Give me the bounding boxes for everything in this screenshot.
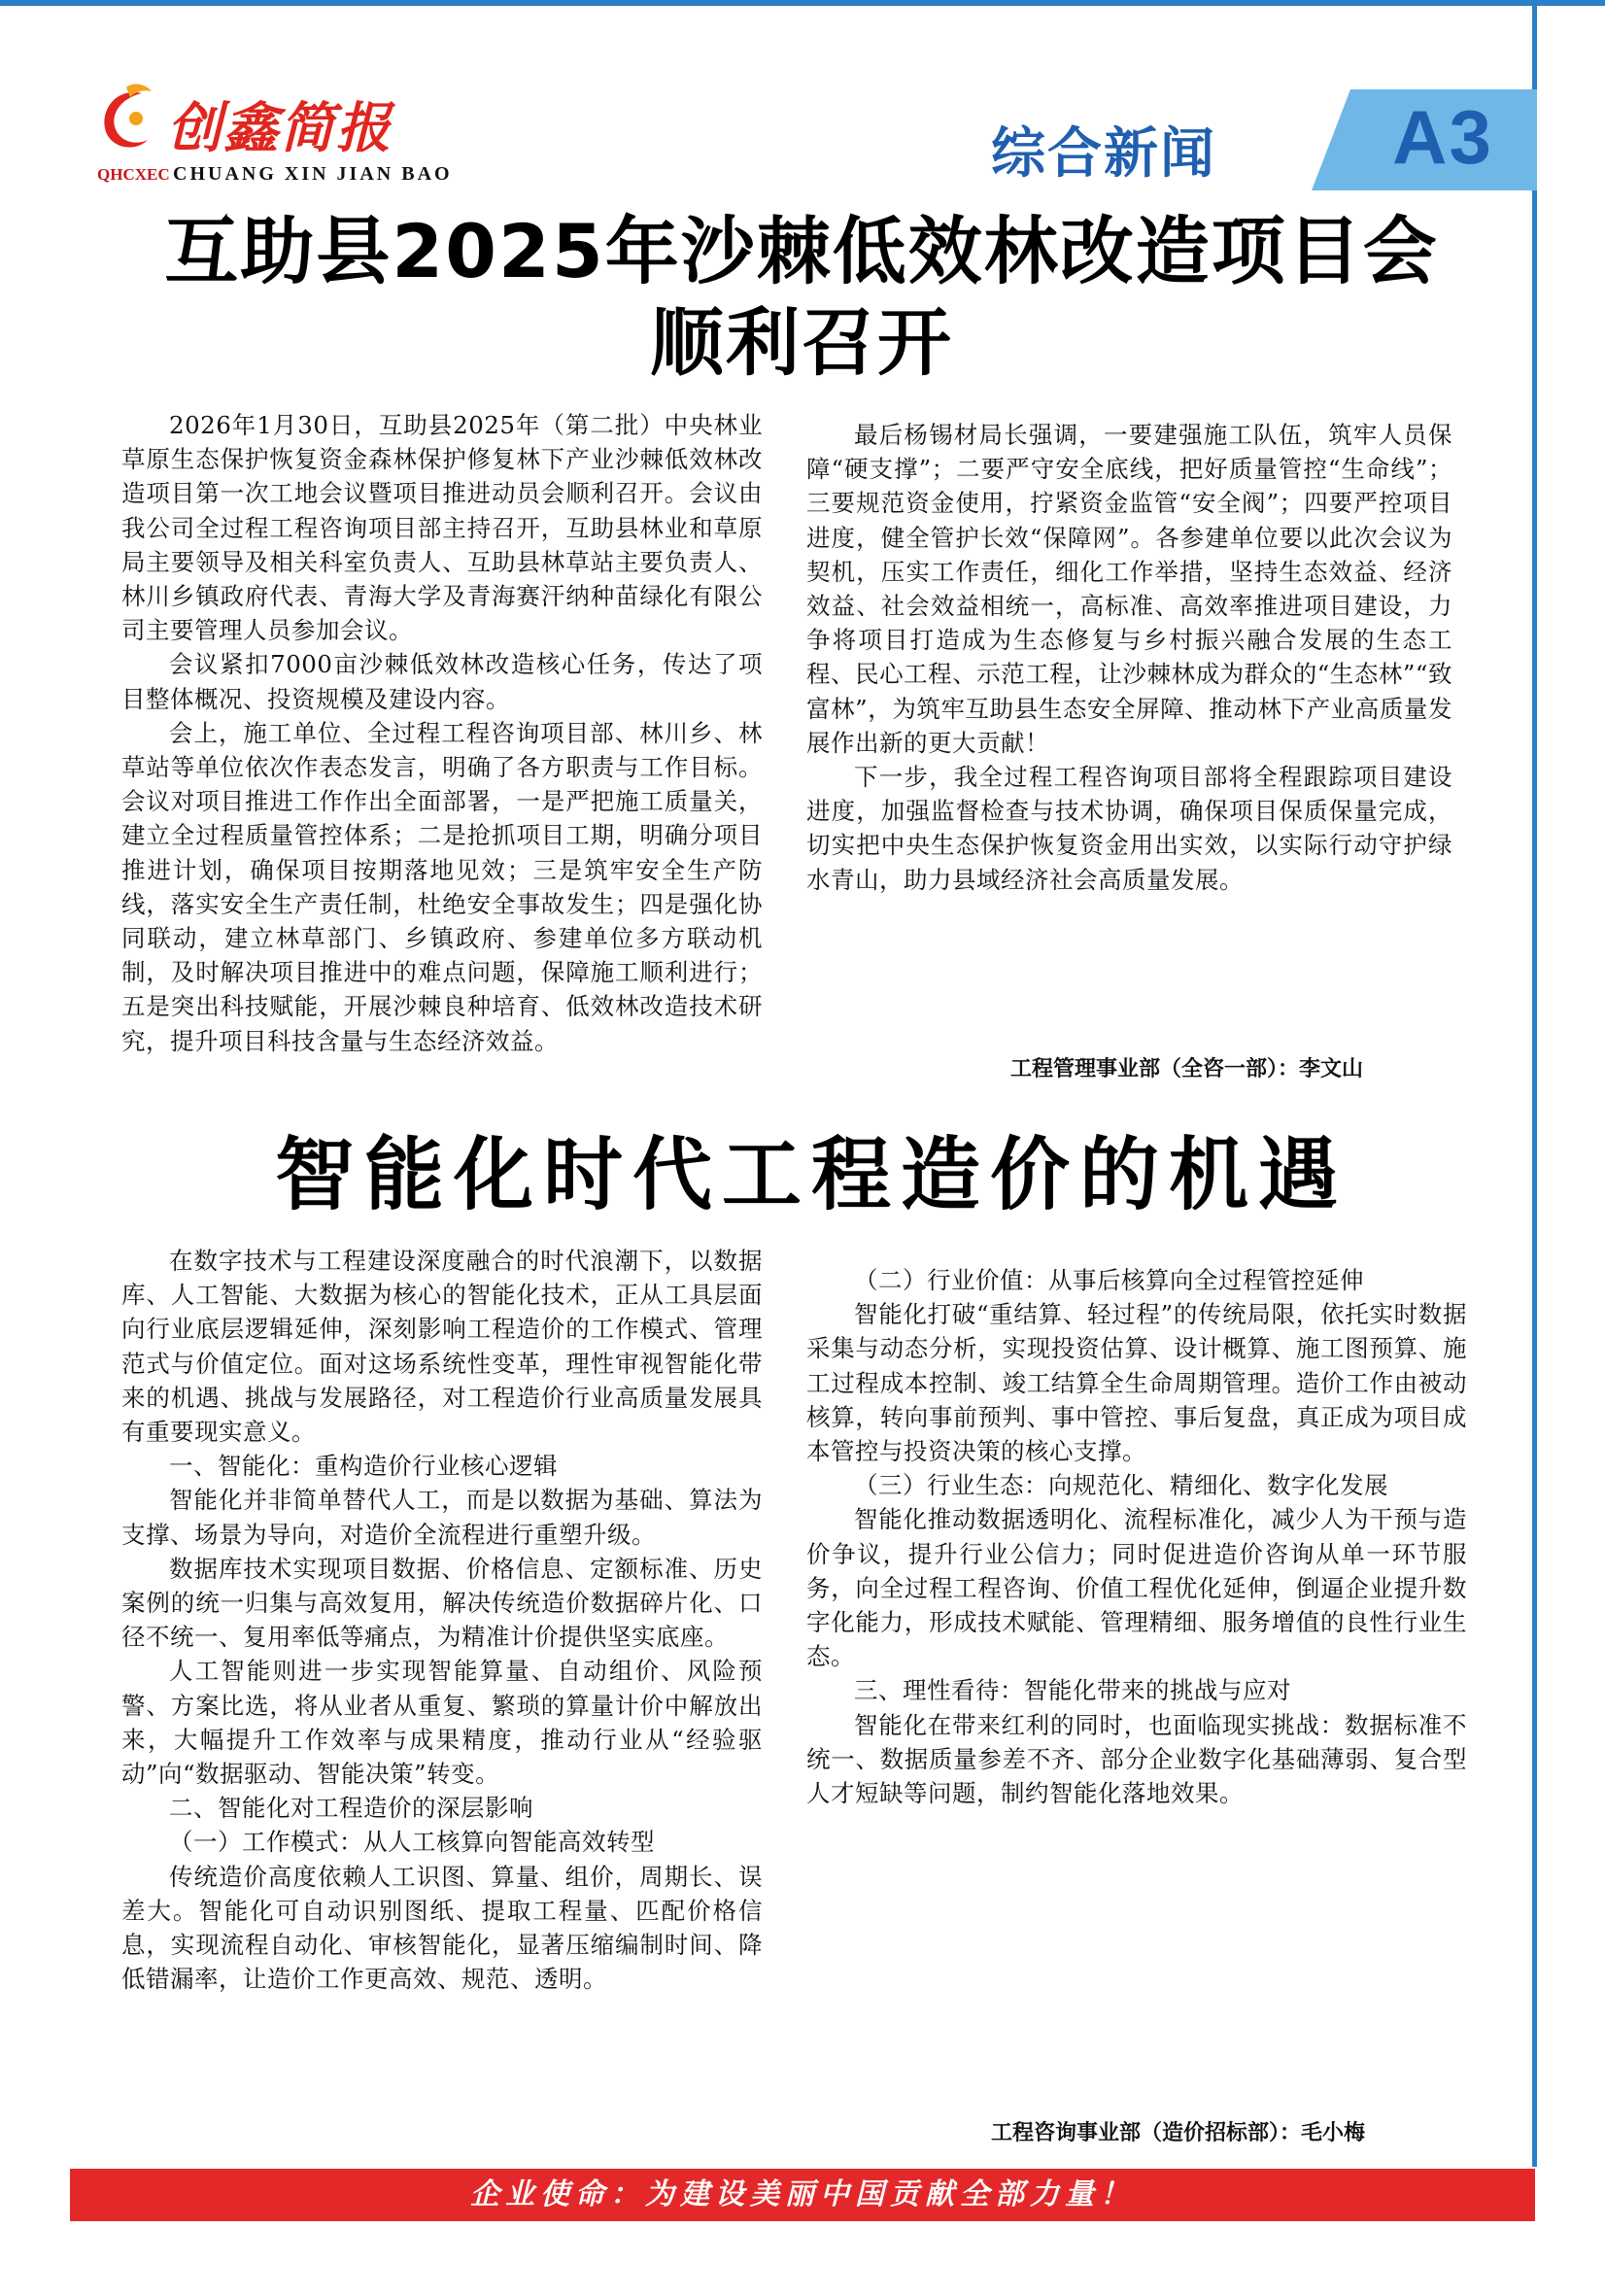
masthead [97, 84, 453, 190]
article2-subsection-heading: （三）行业生态：向规范化、精细化、数字化发展 [854, 1471, 1388, 1500]
logo-title: 创鑫简报 [167, 96, 393, 160]
article1-byline: 工程管理事业部（全咨一部）：李文山 [1010, 1057, 1364, 1081]
article2-paragraph: 在数字技术与工程建设深度融合的时代浪潮下，以数据库、人工智能、大数据为核心的智能化技术，正从工具层面向行业底层逻辑延伸，深刻影响工程造价的工作模式、管理范式与价值定位。面对这场系统性变革，理性审视智能化带来的机遇、挑战与发展路径，对工程造价行业高质量发展具有重要现实意义。 [121, 1247, 763, 1447]
article2-section-heading: 三、理性看待：智能化带来的挑战与应对 [854, 1676, 1291, 1705]
page-number: A3 [1392, 94, 1493, 180]
article2-paragraph: 智能化推动数据透明化、流程标准化，减少人为干预与造价争议，提升行业公信力；同时促进造价咨询从单一环节服务，向全过程工程咨询、价值工程优化延伸，倒逼企业提升数字化能力，形成技术赋能、管理精细、服务增值的良性行业生态。 [806, 1505, 1467, 1671]
article1-paragraph: 会上，施工单位、全过程工程咨询项目部、林川乡、林草站等单位依次作表态发言，明确了各方职责与工作目标。会议对项目推进工作作出全面部署，一是严把施工质量关，建立全过程质量管控体系；二是抢抓项目工期，明确分项目推进计划，确保项目按期落地见效；三是筑牢安全生产防线，落实安全生产责任制，杜绝安全事故发生；四是强化协同联动，建立林草部门、乡镇政府、参建单位多方联动机制，及时解决项目推进中的难点问题，保障施工顺利进行；五是突出科技赋能，开展沙棘良种培育、低效林改造技术研究，提升项目科技含量与生态经济效益。 [121, 718, 763, 1055]
article2-paragraph: 智能化并非简单替代人工，而是以数据为基础、算法为支撑、场景为导向，对造价全流程进行重塑升级。 [121, 1486, 763, 1549]
logo-pinyin: CHUANG XIN JIAN BAO [173, 163, 453, 185]
article2-paragraph: 传统造价高度依赖人工识图、算量、组价，周期长、误差大。智能化可自动识别图纸、提取工程量、匹配价格信息，实现流程自动化、审核智能化，显著压缩编制时间、降低错漏率，让造价工作更高效、规范、透明。 [121, 1862, 763, 1994]
company-logo-icon [97, 84, 159, 157]
article1-headline: 互助县2025年沙棘低效林改造项目会顺利召开 [164, 208, 1439, 386]
footer-banner [70, 2169, 1535, 2221]
article2-byline: 工程咨询事业部（造价招标部）：毛小梅 [991, 2121, 1366, 2145]
article1-paragraph: 2026年1月30日，互助县2025年（第二批）中央林业草原生态保护恢复资金森林保护修复林下产业沙棘低效林改造项目第一次工地会议暨项目推进动员会顺利召开。会议由我公司全过程工程咨询项目部主持召开，互助县林业和草原局主要领导及相关科室负责人、互助县林草站主要负责人、林川乡镇政府代表、青海大学及青海赛汗纳种苗绿化有限公司主要管理人员参加会议。 [121, 411, 763, 645]
article2-paragraph: 智能化打破“重结算、轻过程”的传统局限，依托实时数据采集与动态分析，实现投资估算、设计概算、施工图预算、施工过程成本控制、竣工结算全生命周期管理。造价工作由被动核算，转向事前预判、事中管控、事后复盘，真正成为项目成本管控与投资决策的核心支撑。 [806, 1300, 1467, 1466]
article2-right-column [806, 1263, 1467, 1810]
article2-headline: 智能化时代工程造价的机遇 [274, 1129, 1348, 1221]
footer-slogan: 企业使命：为建设美丽中国贡献全部力量！ [470, 2177, 1135, 2211]
logo-abbreviation: QHCXEC [97, 165, 170, 184]
article2-subsection-heading: （二）行业价值：从事后核算向全过程管控延伸 [854, 1266, 1364, 1294]
article1-paragraph: 最后杨锡材局长强调，一要建强施工队伍，筑牢人员保障“硬支撑”；二要严守安全底线，把好质量管控“生命线”；三要规范资金使用，拧紧资金监管“安全阀”；四要严控项目进度，健全管护长效“保障网”。各参建单位要以此次会议为契机，压实工作责任，细化工作举措，坚持生态效益、经济效益、社会效益相统一，高标准、高效率推进项目建设，力争将项目打造成为生态修复与乡村振兴融合发展的生态工程、民心工程、示范工程，让沙棘林成为群众的“生态林”“致富林”，为筑牢互助县生态安全屏障、推动林下产业高质量发展作出新的更大贡献！ [806, 421, 1452, 757]
article2-paragraph: 人工智能则进一步实现智能算量、自动组价、风险预警、方案比选，将从业者从重复、繁琐的算量计价中解放出来，大幅提升工作效率与成果精度，推动行业从“经验驱动”向“数据驱动、智能决策”转变。 [121, 1657, 763, 1789]
article2-section-heading: 一、智能化：重构造价行业核心逻辑 [169, 1452, 558, 1481]
section-title: 综合新闻 [991, 122, 1216, 186]
article2-section-heading: 二、智能化对工程造价的深层影响 [169, 1794, 533, 1823]
article1-right-column [806, 418, 1452, 897]
article1-left-column [121, 408, 763, 1058]
article2-subsection-heading: （一）工作模式：从人工核算向智能高效转型 [169, 1828, 655, 1857]
article2-paragraph: 智能化在带来红利的同时，也面临现实挑战：数据标准不统一、数据质量参差不齐、部分企业数字化基础薄弱、复合型人才短缺等问题，制约智能化落地效果。 [806, 1710, 1467, 1808]
article2-left-column [121, 1244, 763, 1996]
top-frame-line [0, 0, 1605, 6]
right-frame-line [1532, 0, 1537, 2167]
article1-paragraph: 下一步，我全过程工程咨询项目部将全程跟踪项目建设进度，加强监督检查与技术协调，确保项目保质保量完成，切实把中央生态保护恢复资金用出实效，以实际行动守护绿水青山，助力县域经济社会高质量发展。 [806, 763, 1452, 894]
article2-paragraph: 数据库技术实现项目数据、价格信息、定额标准、历史案例的统一归集与高效复用，解决传统造价数据碎片化、口径不统一、复用率低等痛点，为精准计价提供坚实底座。 [121, 1554, 763, 1652]
article1-paragraph: 会议紧扣7000亩沙棘低效林改造核心任务，传达了项目整体概况、投资规模及建设内容。 [121, 650, 763, 713]
